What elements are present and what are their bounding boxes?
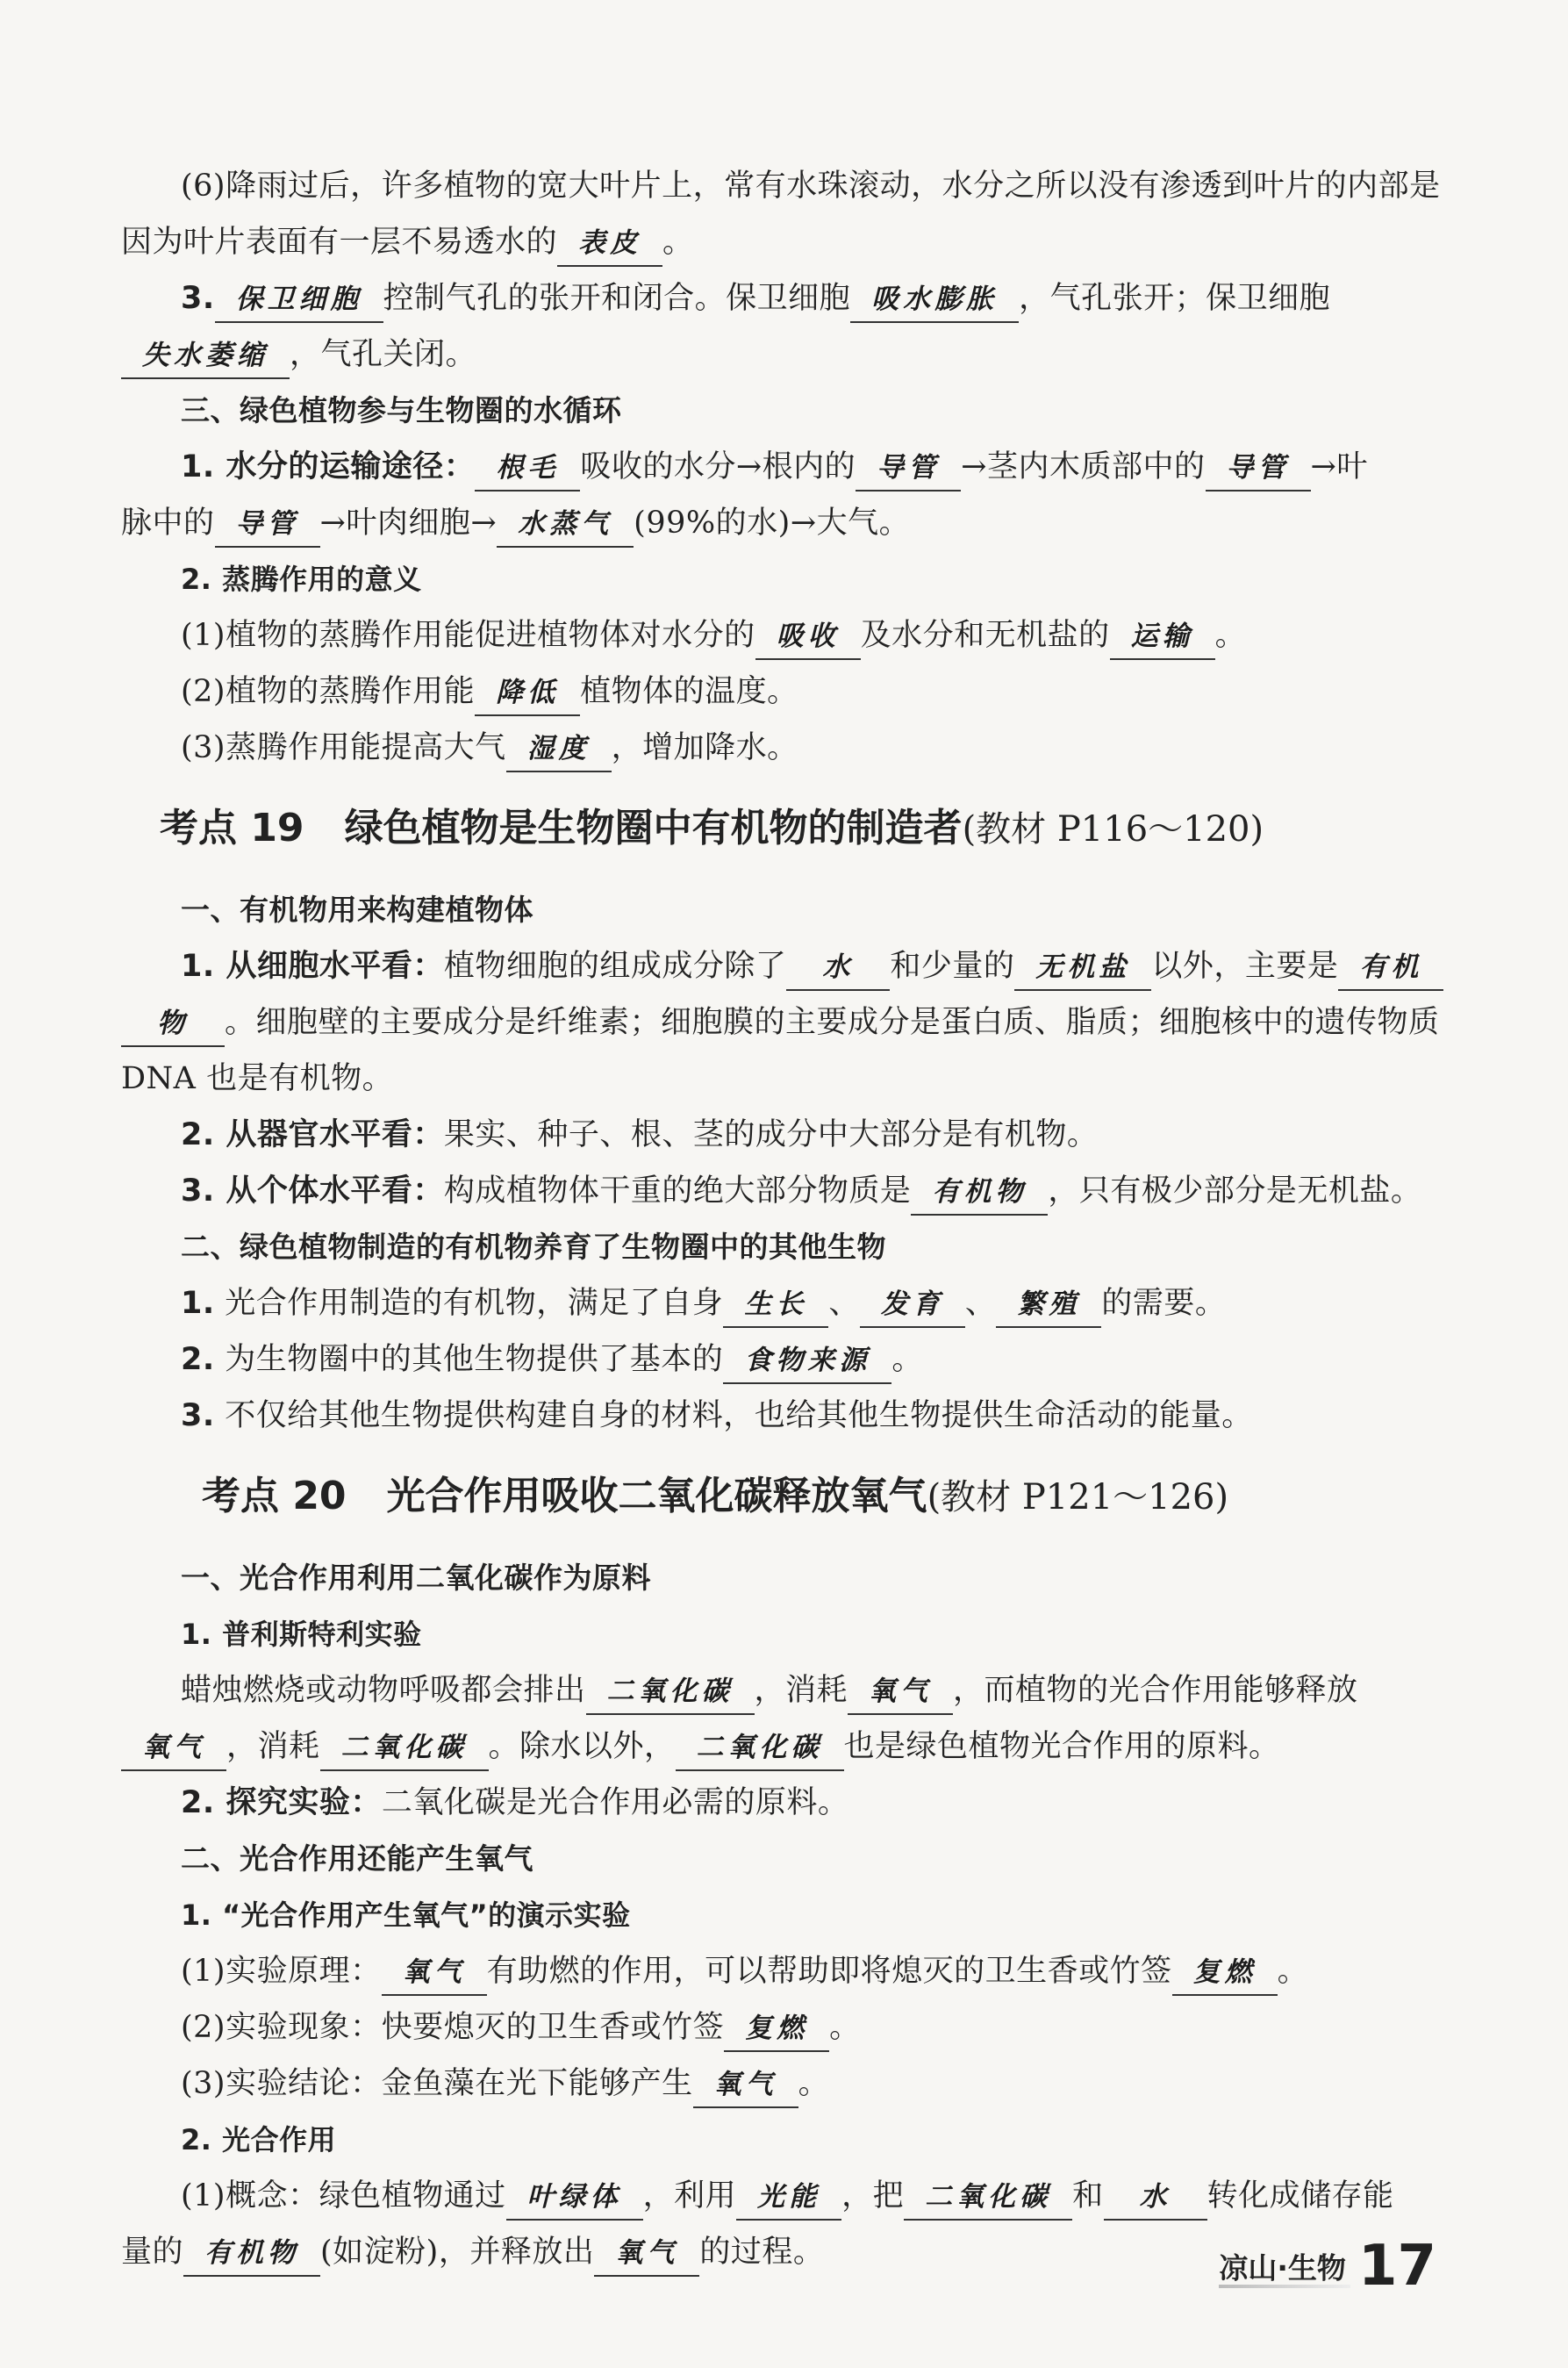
textbook-reference: (教材 P116～120) <box>962 809 1264 850</box>
text-line <box>121 2168 1446 2224</box>
topic-heading-19 <box>121 776 1446 882</box>
text: →茎内木质部中的 <box>961 449 1206 484</box>
text: 植物体的温度。 <box>580 674 798 709</box>
text-line <box>121 1719 1446 1775</box>
text-line <box>121 664 1446 720</box>
item-number: 2. <box>181 1342 215 1377</box>
text: ，气孔关闭。 <box>290 337 477 372</box>
text: 控制气孔的张开和闭合。保卫细胞 <box>383 281 851 316</box>
section-heading: 三、绿色植物参与生物圈的水循环 <box>181 393 622 427</box>
textbook-reference: (教材 P121～126) <box>927 1477 1229 1518</box>
text-line <box>121 1999 1446 2056</box>
text: 因为叶片表面有一层不易透水的 <box>121 225 558 260</box>
text: 。除水以外， <box>488 1729 676 1764</box>
answer-blank: 有机物 <box>183 2231 320 2277</box>
text: DNA 也是有机物。 <box>121 1061 394 1096</box>
text: 以外，主要是 <box>1151 949 1339 984</box>
section-heading: 一、有机物用来构建植物体 <box>181 893 533 927</box>
answer-blank: 叶绿体 <box>506 2175 643 2221</box>
page-footer <box>1219 2234 1436 2299</box>
text: (6)降雨过后，许多植物的宽大叶片上，常有水珠滚动，水分之所以没有渗透到叶片的内部是 <box>181 169 1441 204</box>
answer-blank: 失水萎缩 <box>121 334 290 379</box>
text: 蜡烛燃烧或动物呼吸都会排出 <box>181 1673 586 1708</box>
item-number: 3. <box>181 281 215 316</box>
text: 植物细胞的组成成分除了 <box>443 949 787 984</box>
text: 。 <box>662 225 694 260</box>
answer-blank: 无机盐 <box>1014 945 1151 991</box>
subsection-heading: 2. 蒸腾作用的意义 <box>181 563 422 596</box>
text: ，增加降水。 <box>611 730 798 765</box>
answer-blank: 表皮 <box>557 221 662 267</box>
text: 有助燃的作用，可以帮助即将熄灭的卫生香或竹签 <box>486 1954 1172 1989</box>
topic-number: 考点 20 <box>202 1474 347 1518</box>
answer-blank: 吸收 <box>755 614 861 660</box>
item-label: 1. 从细胞水平看： <box>181 949 444 984</box>
answer-blank: 导管 <box>215 502 320 548</box>
footer-divider <box>1219 2285 1350 2288</box>
text: ，而植物的光合作用能够释放 <box>953 1673 1358 1708</box>
text: ，只有极少部分是无机盐。 <box>1048 1173 1422 1209</box>
answer-blank: 运输 <box>1110 614 1215 660</box>
answer-blank: 氧气 <box>848 1669 953 1715</box>
answer-blank: 食物来源 <box>723 1338 891 1384</box>
text: (如淀粉)，并释放出 <box>320 2235 595 2270</box>
text-line <box>121 270 1446 326</box>
page-content <box>121 158 1446 2280</box>
text-line <box>121 1943 1446 1999</box>
text: 吸收的水分→根内的 <box>580 449 856 484</box>
text: (1)实验原理： <box>181 1954 382 1989</box>
text: 。 <box>1214 618 1247 653</box>
answer-blank: 导管 <box>856 446 961 492</box>
topic-title: 光合作用吸收二氧化碳释放氧气 <box>386 1474 927 1518</box>
answer-blank: 复燃 <box>1172 1950 1278 1996</box>
answer-blank: 吸水膨胀 <box>850 277 1019 323</box>
text-line <box>121 1275 1446 1331</box>
text: 。 <box>829 2010 861 2045</box>
item-number: 1. <box>181 1286 215 1321</box>
text-line <box>121 1662 1446 1719</box>
subsection-heading: 2. 光合作用 <box>181 2123 337 2156</box>
answer-blank: 有机物 <box>911 1170 1048 1216</box>
text: 及水分和无机盐的 <box>860 618 1110 653</box>
answer-blank: 保卫细胞 <box>215 277 383 323</box>
text-line <box>121 607 1446 664</box>
text: (3)实验结论：金鱼藻在光下能够产生 <box>181 2066 693 2101</box>
text: 脉中的 <box>121 506 215 541</box>
text-line <box>121 1051 1446 1107</box>
text: (1)植物的蒸腾作用能促进植物体对水分的 <box>181 618 755 653</box>
answer-blank: 水 <box>786 945 890 991</box>
answer-blank: 有机 <box>1338 945 1443 991</box>
text: 和 <box>1072 2178 1104 2214</box>
answer-blank: 二氧化碳 <box>676 1726 844 1771</box>
text-line <box>121 938 1446 994</box>
text: ，气孔张开；保卫细胞 <box>1019 281 1331 316</box>
answer-blank: 氧气 <box>594 2231 699 2277</box>
item-label: 2. 从器官水平看： <box>181 1117 444 1152</box>
answer-blank: 导管 <box>1206 446 1311 492</box>
text: 不仅给其他生物提供构建自身的材料，也给其他生物提供生命活动的能量。 <box>225 1398 1253 1433</box>
text: ，消耗 <box>226 1729 320 1764</box>
text: 和少量的 <box>890 949 1015 984</box>
text: 。 <box>891 1342 923 1377</box>
answer-blank: 繁殖 <box>996 1282 1101 1328</box>
text-line <box>121 1388 1446 1444</box>
section-heading: 二、光合作用还能产生氧气 <box>181 1841 533 1876</box>
text-line <box>121 326 1446 383</box>
answer-blank: 湿度 <box>506 727 612 772</box>
item-label: 3. 从个体水平看： <box>181 1173 444 1209</box>
answer-blank: 氧气 <box>121 1726 226 1771</box>
text-line <box>121 158 1446 214</box>
text: ，利用 <box>642 2178 737 2214</box>
answer-blank: 光能 <box>736 2175 841 2221</box>
answer-blank: 根毛 <box>475 446 580 492</box>
text: (3)蒸腾作用能提高大气 <box>181 730 506 765</box>
text: ，把 <box>841 2178 905 2214</box>
text-line <box>121 1331 1446 1388</box>
text: (1)概念：绿色植物通过 <box>181 2178 506 2214</box>
answer-blank: 生长 <box>723 1282 828 1328</box>
section-heading: 一、光合作用利用二氧化碳作为原料 <box>181 1561 651 1595</box>
topic-number: 考点 19 <box>160 806 304 850</box>
text-line <box>121 439 1446 495</box>
text: 转化成储存能 <box>1206 2178 1394 2214</box>
answer-blank: 氧气 <box>693 2063 798 2108</box>
answer-blank: 二氧化碳 <box>586 1669 755 1715</box>
text-line <box>121 214 1446 270</box>
text-line <box>121 1163 1446 1219</box>
answer-blank: 物 <box>121 1001 225 1047</box>
text: →叶肉细胞→ <box>319 506 498 541</box>
text: 、 <box>964 1286 997 1321</box>
text: 量的 <box>121 2235 184 2270</box>
topic-title: 绿色植物是生物圈中有机物的制造者 <box>344 806 963 850</box>
text-line <box>121 720 1446 776</box>
text-line <box>121 2056 1446 2112</box>
answer-blank: 水蒸气 <box>497 502 634 548</box>
text: ，消耗 <box>754 1673 848 1708</box>
item-number: 3. <box>181 1398 215 1433</box>
text: (2)植物的蒸腾作用能 <box>181 674 476 709</box>
text-line <box>121 994 1446 1051</box>
text: 二氧化碳是光合作用必需的原料。 <box>381 1785 849 1820</box>
answer-blank: 降低 <box>475 671 580 716</box>
text: 。 <box>1277 1954 1309 1989</box>
answer-blank: 二氧化碳 <box>320 1726 489 1771</box>
text: →叶 <box>1310 449 1368 484</box>
text: (2)实验现象：快要熄灭的卫生香或竹签 <box>181 2010 725 2045</box>
text: 为生物圈中的其他生物提供了基本的 <box>225 1342 724 1377</box>
section-heading: 二、绿色植物制造的有机物养育了生物圈中的其他生物 <box>181 1230 886 1264</box>
text: 的过程。 <box>699 2235 825 2270</box>
item-label: 1. 水分的运输途径： <box>181 449 476 484</box>
text-line <box>121 1775 1446 1831</box>
answer-blank: 氧气 <box>382 1950 487 1996</box>
answer-blank: 发育 <box>860 1282 965 1328</box>
text: 光合作用制造的有机物，满足了自身 <box>225 1286 724 1321</box>
answer-blank: 复燃 <box>724 2006 829 2052</box>
text-line <box>121 495 1446 551</box>
text: (99%的水)→大气。 <box>634 506 911 541</box>
text: 。 <box>798 2066 830 2101</box>
footer-label: 凉山·生物 <box>1219 2250 1346 2285</box>
topic-heading-20 <box>121 1444 1446 1550</box>
text: 果实、种子、根、茎的成分中大部分是有机物。 <box>443 1117 1099 1152</box>
page-number: 17 <box>1357 2234 1436 2299</box>
text: 、 <box>828 1286 860 1321</box>
subsection-heading: 1. 普利斯特利实验 <box>181 1618 422 1651</box>
answer-blank: 水 <box>1104 2175 1207 2221</box>
text: 。细胞壁的主要成分是纤维素；细胞膜的主要成分是蛋白质、脂质；细胞核中的遗传物质 <box>225 1005 1440 1040</box>
text: 构成植物体干重的绝大部分物质是 <box>443 1173 912 1209</box>
text: 的需要。 <box>1101 1286 1227 1321</box>
subsection-heading: 1. “光合作用产生氧气”的演示实验 <box>181 1898 631 1932</box>
answer-blank: 二氧化碳 <box>904 2175 1072 2221</box>
item-label: 2. 探究实验： <box>181 1785 382 1820</box>
text-line <box>121 1107 1446 1163</box>
text: 也是绿色植物光合作用的原料。 <box>843 1729 1280 1764</box>
